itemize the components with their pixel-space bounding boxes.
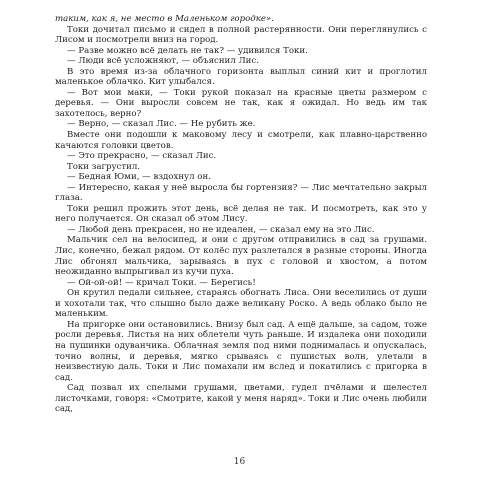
paragraph: — Это прекрасно, — сказал Лис. (67, 151, 217, 162)
paragraph: — Интересно, какая у неё выросла бы гортензия? — Лис мечтательно закрыл глаза. (55, 182, 427, 204)
paragraph: таким, как я, не место в Маленьком городке». (55, 14, 274, 24)
paragraph: — Верно, — сказал Лис. — Не рубить же. (67, 119, 256, 130)
paragraph: Он крутил педали сильнее, стараясь обогнать Лиса. Они веселились от души и хохотали так, что слышно было даже великану Роско. А ведь облако было не маленьким. (55, 288, 427, 320)
paragraph: — Вот мои маки, — Токи рукой показал на красные цветы размером с деревья. — Они выросли совсем не так, как я ожидал. Но ведь им так захотелось, верно? (55, 87, 427, 119)
paragraph: Токи загрустил. (67, 161, 141, 172)
paragraph: Сад позвал их спелыми грушами, цветами, гудел пчёлами и шелестел листочками, говоря: «Смотрите, какой у меня наряд». Токи и Лис очень любили сад, (55, 383, 427, 415)
paragraph: — Разве можно всё делать не так? — удивился Токи. (67, 45, 308, 56)
paragraph: На пригорке они остановились. Внизу был сад. А ещё дальше, за садом, тоже росли деревья. Листья на них облетели чуть раньше. И издалека они походили на пушинки одуванчика. Облачная земля под ними поднималась и опускалась, точно волны, и деревья, мягко срываясь с пушистых волн, улетали в неизвестную даль. Токи и Лис помахали им вслед и покатились с пригорка в сад. (55, 319, 427, 383)
paragraph: — Ой-ой-ой! — кричал Токи. — Берегись! (67, 277, 256, 288)
paragraph: Токи дочитал письмо и сидел в полной растерянности. Они переглянулись с Лисом и посмотрели вниз на город. (55, 24, 427, 46)
paragraph: В это время из-за облачного горизонта выплыл синий кит и проглотил маленькое облачко. Кит улыбался. (55, 66, 427, 88)
paragraph: — Любой день прекрасен, но не идеален, — сказал ему на это Лис. (67, 224, 375, 235)
paragraph: — Бедная Юми, — вздохнул он. (67, 172, 211, 183)
body-text (55, 14, 427, 415)
paragraph: — Люди всё усложняют, — объяснил Лис. (67, 56, 259, 67)
paragraph: Вместе они подошли к маковому лесу и смотрели, как плавно-царственно качаются головки цветов. (55, 130, 427, 151)
paragraph: Мальчик сел на велосипед, и они с другом отправились в сад за грушами. Лис, конечно, бежал рядом. От колёс пух разлетался в разные стороны. Иногда Лис обгонял мальчика, зарываясь в пух с головой и хвостом, а потом неожиданно выпрыгивал из кучи пуха. (55, 235, 427, 278)
page-number: 16 (233, 457, 246, 467)
paragraph: Токи решил прожить этот день, всё делая не так. И посмотреть, как это у него получается. Он сказал об этом Лису. (55, 203, 427, 225)
